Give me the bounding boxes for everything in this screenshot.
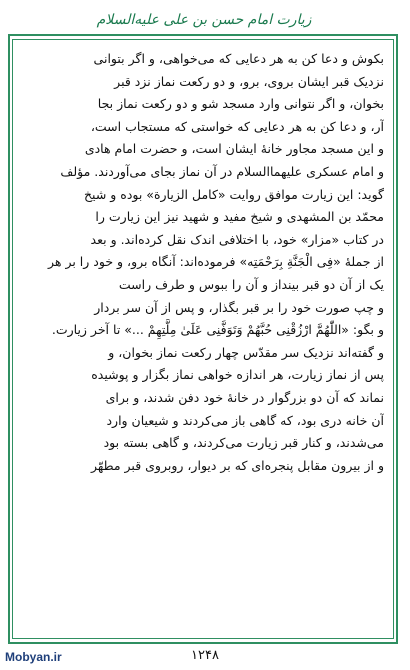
text-line: و امام عسکری عليهما‌السلام در آن نماز بجای می‌آوردند. مؤلف: [60, 163, 384, 179]
text-line: و این مسجد مجاور خانهٔ ایشان است، و حضرت امام هادی: [84, 141, 384, 157]
body-text: [24, 48, 384, 633]
text-line: و چپ صورت خود را بر قبر بگذار، و پس از آن سر بردار: [94, 299, 384, 315]
text-line: گوید: این زیارت موافق روایت «کامل الزیارة» بوده و شیخ: [83, 186, 384, 202]
text-line: می‌شدند، و کنار قبر زیارت می‌کردند، و گاهی بسته بود: [103, 435, 384, 451]
text-line: محمّد بن المشهدی و شیخ مفید و شهید نیز این زیارت را: [95, 209, 384, 225]
page-number: ۱۲۴۸: [191, 648, 219, 663]
text-line: بخوان، و اگر نتوانی وارد مسجد شو و دو رکعت نماز بجا: [97, 96, 384, 112]
page-header-title: زیارت امام حسن بن علی عليه‌السلام: [96, 12, 312, 28]
text-line: پس از نماز زیارت، هر اندازه خواهی نماز بگزار و پوشیده: [91, 367, 384, 383]
text-line: آر، و دعا کن به هر دعایی که خواستی که مستجاب است،: [90, 118, 384, 134]
text-line: و بگو: «اللّٰهُمَّ ارْزُقْنِی حُبَّهُمْ وَتَوَفَّنِی عَلَیٰ مِلَّتِهِمْ ...» تا آخر زیارت.: [51, 322, 384, 338]
text-line: یک از آن دو قبر بینداز و آن را ببوس و طرف راست: [118, 276, 384, 292]
text-line: و از بیرون مقابل پنجره‌ای که بر دیوار، روبروی قبر مطهّر: [90, 457, 384, 473]
text-line: و گفته‌اند نزدیک سر مقدّس چهار رکعت نماز بخوان، و: [108, 344, 384, 360]
text-line: از جملهٔ «فِی الْجَنَّةِ بِرَحْمَتِه» فرموده‌اند: آنگاه برو، و خود را بر هر: [48, 254, 384, 270]
text-line: بکوش و دعا کن به هر دعایی که می‌خواهی، و اگر بتوانی: [93, 51, 384, 66]
text-line: در کتاب «مزار» خود، با اختلافی اندک نقل کرده‌اند. و بعد: [90, 231, 384, 247]
text-line: نزدیک قبر ایشان بروی، برو، و دو رکعت نماز نزد قبر: [114, 73, 384, 89]
site-watermark[interactable]: Mobyan.ir: [5, 650, 62, 664]
text-line: آن خانه دری بود، که گاهی باز می‌کردند و شیعیان وارد: [106, 412, 384, 428]
text-line: نماند که آن دو بزرگوار در خانهٔ خود دفن شدند، و برای: [105, 389, 384, 405]
